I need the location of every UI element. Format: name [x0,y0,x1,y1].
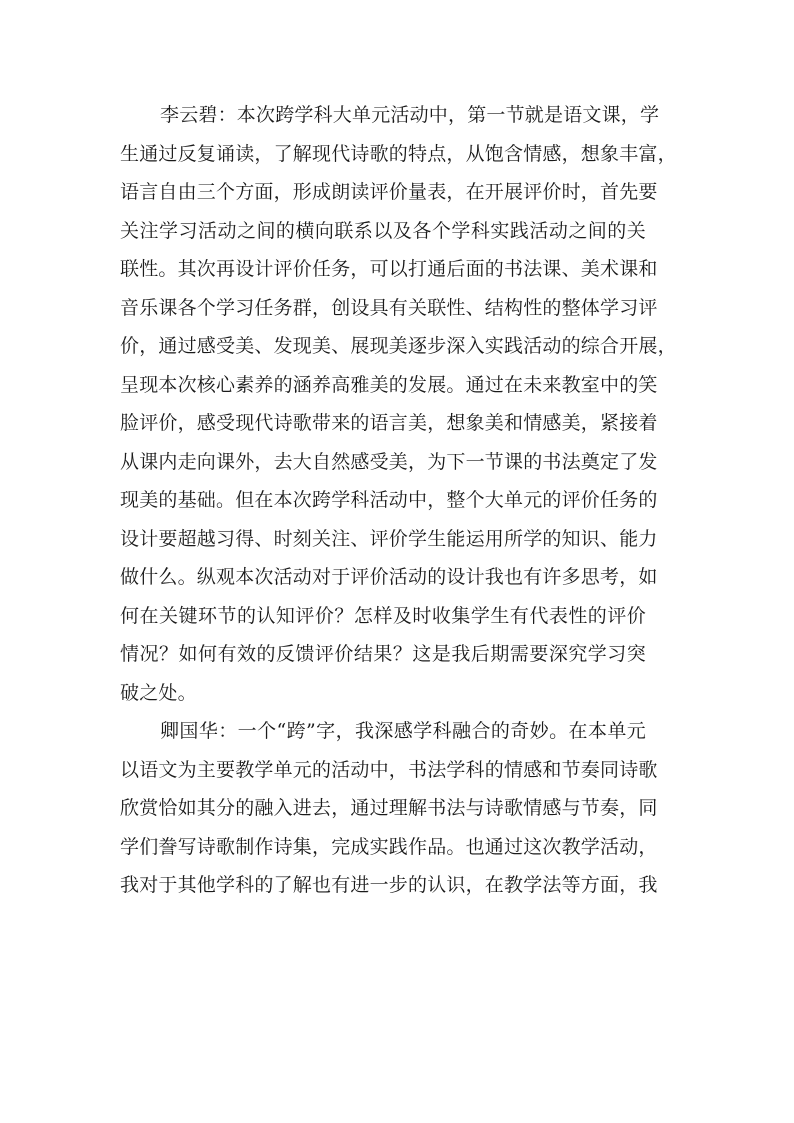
paragraph-line: 生通过反复诵读，了解现代诗歌的特点，从饱含情感，想象丰富， [120,142,677,165]
paragraph-line: 我对于其他学科的了解也有进一步的认识，在教学法等方面，我 [120,874,658,896]
paragraph-line: 关注学习活动之间的横向联系以及各个学科实践活动之间的关 [120,219,646,242]
paragraph-line: 语言自由三个方面，形成朗读评价量表，在开展评价时，首先要 [120,181,658,203]
paragraph-line: 从课内走向课外，去大自然感受美，为下一节课的书法奠定了发 [120,450,658,473]
paragraph-line: 何在关键环节的认知评价？怎样及时收集学生有代表性的评价 [120,604,646,627]
paragraph-line: 音乐课各个学习任务群，创设具有关联性、结构性的整体学习评 [120,296,658,319]
paragraph-line: 呈现本次核心素养的涵养高雅美的发展。通过在未来教室中的笑 [120,373,658,396]
paragraph-line: 破之处。 [120,681,197,704]
paragraph-line: 联性。其次再设计评价任务，可以打通后面的书法课、美术课和 [120,258,658,280]
paragraph-line: 价，通过感受美、发现美、展现美逐步深入实践活动的综合开展， [120,335,677,357]
paragraph-line: 现美的基础。但在本次跨学科活动中，整个大单元的评价任务的 [120,489,658,511]
paragraph-line: 以语文为主要教学单元的活动中，书法学科的情感和节奏同诗歌 [120,758,658,781]
paragraph-li-yunbi [120,96,677,712]
document-body [120,96,677,905]
paragraph-line: 脸评价，感受现代诗歌带来的语言美，想象美和情感美，紧接着 [120,412,658,434]
paragraph-line: 李云碧：本次跨学科大单元活动中，第一节就是语文课，学 [160,104,660,126]
paragraph-line: 情况？如何有效的反馈评价结果？这是我后期需要深究学习突 [120,643,646,665]
paragraph-line: 卿国华：一个“跨”字，我深感学科融合的奇妙。在本单元 [160,720,646,742]
paragraph-qing-guohua [120,712,658,905]
paragraph-line: 欣赏恰如其分的融入进去，通过理解书法与诗歌情感与节奏，同 [120,797,658,819]
paragraph-line: 设计要超越习得、时刻关注、评价学生能运用所学的知识、能力 [120,527,658,550]
paragraph-line: 学们誊写诗歌制作诗集，完成实践作品。也通过这次教学活动， [120,835,658,858]
paragraph-line: 做什么。纵观本次活动对于评价活动的设计我也有许多思考，如 [120,566,658,588]
